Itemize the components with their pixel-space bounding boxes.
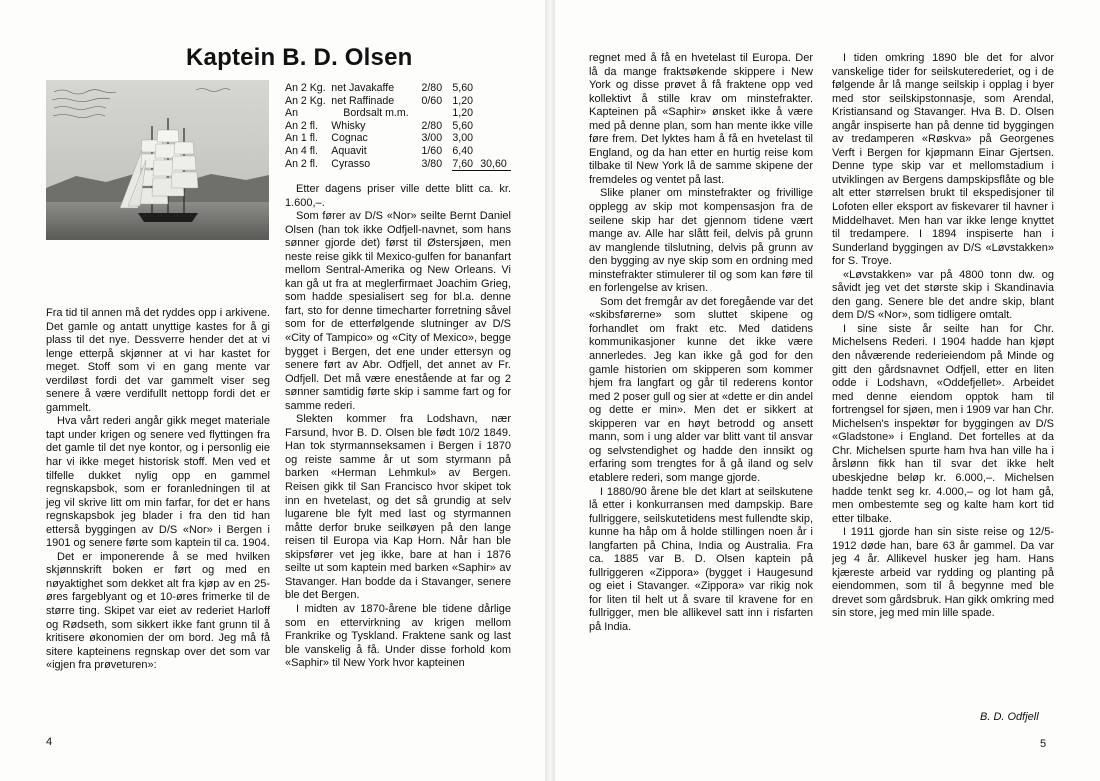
price-row xyxy=(285,82,511,95)
price-qty: An 4 fl. xyxy=(285,144,318,157)
price-item: Cognac xyxy=(331,132,368,145)
price-row xyxy=(285,107,511,120)
price-item: Cyrasso xyxy=(331,157,371,170)
paragraph: Slekten kommer fra Lodshavn, nær Farsund, hvor B. D. Olsen ble født 10/2 1849. Han tok styrmannseksamen i Bergen i 1870 og reiste samme år ut som styrmann på barken «Herman Lehmkul» av Bergen. Reisen gikk til San Francisco hvor skipet tok inn en hvetelast, og det så grundig at selv lugarene ble fylt med last og styrmannen måtte derfor bruke seilkøyen på den lange reisen til Europa via Kap Horn. Når han ble skipsfører vet jeg ikke, bare at han i 1876 seilte ut som kaptein med barken «Saphir» av Stavanger. Han bodde da i Stavanger, senere ble det Bergen. xyxy=(285,413,511,602)
price-sum: 7,60 xyxy=(452,158,480,171)
price-sum: 3,00 xyxy=(452,132,474,145)
price-item: net Raffinade xyxy=(331,94,395,107)
paragraph: Som det fremgår av det foregående var det «skibsførerne» som sluttet skipene og forhandlet om frakt etc. Med datidens kommunikasjoner kunne det ikke være annerledes. Jeg kan ikke gå god for den gamle historien om skipperen som kommer hjem fra langfart og går til rederens kontor med 2 poser gull og sier at «dette er din andel og dette er min». Men det er sikkert at skipperen var en høyt betrodd og ansett mann, som i ung alder var blitt vant til ansvar og selvstendighet og hadde den innsikt og erfaring som trengtes for å gå iland og selv etablere rederi, som mange gjorde. xyxy=(589,295,813,484)
price-total xyxy=(480,95,511,108)
paragraph: Det er imponerende å se med hvilken skjønnskrift boken er ført og med en nøyaktighet som dekket alt fra kjøp av en 25-øres fargeblyant og et 10-øres frimerke til de større ting. Skipet var eiet av rederiet Harloff og Rødseth, som sikkert ikke fant grunn til å kritisere økonomien der om bord. Jeg må få sitere kapteinens regnskap over det som var «igjen fra prøveturen»: xyxy=(46,550,270,672)
price-total: 30,60 xyxy=(480,158,511,171)
article-title: Kaptein B. D. Olsen xyxy=(186,44,413,71)
page-number-left: 4 xyxy=(46,736,53,748)
price-table xyxy=(285,82,511,171)
price-unit: 1/60 xyxy=(421,144,443,157)
paragraph: Hva vårt rederi angår gikk meget materiale tapt under krigen og senere ved flyttingen fra det gamle til det nye kontor, og i personlig eie har vi ikke meget historisk stoff. Men ved et tilfelle dukket nylig opp en gammel regnskapsbok, som er foranledningen til at jeg vil skrive litt om min farfar, for det er hans regnskapsbok jeg blader i fra den tid han etterså byggingen av D/S «Nor» i Bergen i 1901 og senere førte som kaptein til ca. 1904. xyxy=(46,415,270,550)
price-unit: 3/80 xyxy=(421,157,443,170)
price-sum: 5,60 xyxy=(452,82,474,94)
left-page xyxy=(0,0,545,781)
price-qty: An 2 Kg. xyxy=(285,94,326,107)
price-unit: 3/00 xyxy=(421,132,443,145)
price-sum: 6,40 xyxy=(452,144,474,157)
price-qty: An 1 fl. xyxy=(285,132,318,145)
price-item: Aquavit xyxy=(331,144,367,157)
price-row xyxy=(285,145,511,158)
author-signature: B. D. Odfjell xyxy=(980,711,1039,723)
book-gutter xyxy=(545,0,555,781)
price-item: Whisky xyxy=(331,119,366,132)
price-row xyxy=(285,120,511,133)
price-item: Bordsalt m.m. xyxy=(343,107,409,120)
paragraph: I midten av 1870-årene ble tidene dårlige som en ettervirkning av krigen mellom Frankrike og Tyskland. Fraktene sank og last ble vanskelig å få. Under disse forhold kom «Saphir» til New York hvor kapteinen xyxy=(285,602,511,670)
column-2 xyxy=(285,183,511,671)
sailing-ship-photo xyxy=(46,80,269,240)
paragraph: regnet med å få en hvetelast til Europa. Der lå da mange fraktsøkende skippere i New York og disse prøvet å få fraktene opp ved kollektivt å stille krav om minstefrakter. Kapteinen på «Saphir» ønsket ikke å være med på denne plan, som han mente ikke ville føre frem. Det lyktes ham å få en hvetelast til England, og da han etter en hurtig reise kom tilbake til New York lå de samme skipene der fremdeles og ventet på last. xyxy=(589,52,813,186)
price-total xyxy=(480,120,511,133)
price-unit: 2/80 xyxy=(421,82,443,94)
price-total xyxy=(480,132,511,145)
column-4 xyxy=(832,52,1054,621)
column-3 xyxy=(589,52,813,635)
paragraph: I sine siste år seilte han for Chr. Michelsens Rederi. I 1904 hadde han kjøpt den nåværende rederieiendom på Minde og gitt den gårdsnavnet Odfjell, etter en liten odde i Lodshavn, «Oddefjellet». Arbeidet med denne eiendom opptok ham til fortrengsel for sjøen, men i 1909 var han Chr. Michelsen's inspektør for byggingen av D/S «Gladstone» i England. Det fortelles at da Chr. Michelsen spurte ham hva han ville ha i årslønn fikk han til svar det ikke helt ubeskjedne beløp kr. 6.000,–. Michelsen hadde tenkt seg kr. 4.000,– og lot ham gå, men ombestemte seg og kalte ham kort tid etter tilbake. xyxy=(832,322,1054,525)
price-sum: 1,20 xyxy=(452,94,474,107)
paragraph: I 1911 gjorde han sin siste reise og 12/5-1912 døde han, bare 63 år gammel. Da var jeg 4 år. Allikevel husker jeg ham. Hans kjæreste arbeid var rydding og planting på eiendommen, som til å begynne med ble drevet som gårdsbruk. Han gikk omkring med sin store, jeg med min lille spade. xyxy=(832,526,1054,620)
price-unit: 0/60 xyxy=(421,94,443,107)
paragraph: Fra tid til annen må det ryddes opp i arkivene. Det gamle og antatt unyttige kastes for å gi plass til det nye. Dessverre hender det at vi lenge etterpå skjønner at vi har kastet for meget. Stoff som vi en gang mente var verdiløst fordi det var gammelt viser seg senere å være verdifullt nettopp fordi det er gammelt. xyxy=(46,307,270,414)
paragraph: I 1880/90 årene ble det klart at seilskutene lå etter i konkurransen med dampskip. Bare fullriggere, seilskutetidens mest fullendte skip, kunne ha håp om å holde stillingen noen år i langfarten på China, India og Australia. Fra ca. 1885 var B. D. Olsen kaptein på fullriggeren «Zippora» (bygget i Haugesund og eiet i Stavanger. «Zippora» var rikig nok for liten til helt ut å svare til kravene for en fullrigger, men ble allikevel satt inn i risfarten på India. xyxy=(589,485,813,633)
price-row xyxy=(285,95,511,108)
price-unit: 2/80 xyxy=(421,119,443,132)
paragraph: Som fører av D/S «Nor» seilte Bernt Daniel Olsen (han tok ikke Odfjell-navnet, som hans sønner gjorde det) først til Østersjøen, men neste reise gikk til Mexico-gulfen for bananfart mellom Sentral-Amerika og New Orleans. Vi kan gå ut fra at meglerfirmaet Joachim Grieg, som hadde spesialisert seg for bl.a. denne fart, sto for denne timecharter forretning såvel som for de etterfølgende slutninger av D/S «City of Tampico» og «City of Mexico», begge bygget i Bergen, det ene under ettersyn og senere ført av Abr. Odfjell, det annet av Fr. Odfjell. Det må være enestående at far og 2 sønner samtidig førte skip i samme fart og for samme rederi. xyxy=(285,210,511,412)
price-row xyxy=(285,158,511,171)
price-total xyxy=(480,145,511,158)
paragraph: I tiden omkring 1890 ble det for alvor vanskelige tider for seilskuterederiet, og i de følgende år lå mange seilskip i opplag i byer med stor seilskipstonnasje, som Arendal, Kristiansand og Stavanger. Hva B. D. Olsen angår inspiserte han på denne tid byggingen av tredamperen «Røskva» på Georgenes Verft i Bergen for kjøpmann Einar Gjertsen. Denne type skip var et mellomstadium i utviklingen av Bergens dampskipsflåte og ble alt etter størrelsen brukt til ekspedisjoner til Lofoten eller eksport av fiskevarer til havner i Middelhavet. Men han var ikke lenge knyttet til tredampere. I 1894 inspiserte han i Sunderland byggingen av D/S «Løvstakken» for S. Troye. xyxy=(832,52,1054,268)
paragraph: Etter dagens priser ville dette blitt ca. kr. 1.600,–. xyxy=(285,183,511,209)
price-qty: An 2 fl. xyxy=(285,119,318,132)
price-qty: An 2 Kg. xyxy=(285,82,326,94)
price-sum: 5,60 xyxy=(452,119,474,132)
price-total xyxy=(480,107,511,120)
column-1 xyxy=(46,307,270,673)
page-number-right: 5 xyxy=(1040,738,1047,750)
price-sum: 1,20 xyxy=(452,107,474,120)
paragraph: Slike planer om minstefrakter og frivillige opplegg av skip mot kompensasjon fra de seilene skip har det gjennom tidene vært mange av. Alle har slått feil, delvis på grunn av manglende tilslutning, delvis på grunn av den bygging av nye skip som en ordning med minstefrakter stimulerer til og som kan føre til en forlengelse av krisen. xyxy=(589,187,813,295)
price-qty: An 2 fl. xyxy=(285,157,318,170)
price-row xyxy=(285,132,511,145)
price-item: net Javakaffe xyxy=(331,82,395,94)
price-unit xyxy=(421,107,452,120)
price-qty: An xyxy=(285,107,298,120)
paragraph: «Løvstakken» var på 4800 tonn dw. og såvidt jeg vet det største skip i Skandinavia den gang. Senere ble det andre skip, blant dem D/S «Nor», som tidligere omtalt. xyxy=(832,268,1054,322)
price-total xyxy=(480,82,511,95)
